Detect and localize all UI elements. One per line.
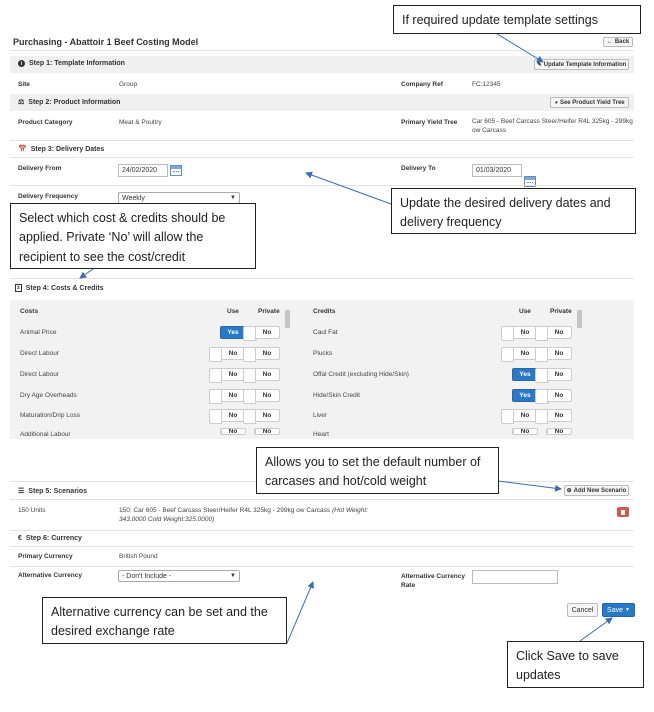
- step6-title: € Step 6: Currency: [18, 535, 82, 542]
- site-value: Group: [119, 81, 138, 88]
- alt-rate-label: Alternative Currency Rate: [401, 573, 465, 590]
- arrow-template: [494, 32, 543, 62]
- arrow-left-icon: ←: [606, 39, 613, 45]
- step5-title: ☰ Step 5: Scenarios: [18, 487, 88, 495]
- credits-private-toggle[interactable]: No: [546, 347, 572, 360]
- use-header: Use: [227, 308, 239, 315]
- costs-use-toggle[interactable]: No: [220, 368, 246, 381]
- company-ref-label: Company Ref: [401, 81, 443, 88]
- credits-row-label: Hide/Skin Credit: [313, 392, 360, 399]
- category-value: Meat & Poultry: [119, 119, 162, 126]
- credits-use-toggle[interactable]: Yes: [512, 389, 538, 402]
- costs-use-toggle[interactable]: Yes: [220, 326, 246, 339]
- credits-use-toggle[interactable]: No: [512, 428, 538, 435]
- info-icon: i: [18, 60, 25, 67]
- credits-header: Credits: [313, 308, 336, 315]
- save-button[interactable]: Save ▼: [602, 603, 635, 617]
- pencil-icon: ✎: [536, 62, 542, 68]
- page-title: Purchasing - Abattoir 1 Beef Costing Model: [13, 37, 199, 47]
- credits-private-toggle[interactable]: No: [546, 326, 572, 339]
- yield-tree-value: Car 605 - Beef Carcass Steer/Heifer R4L 325kg - 299kg ow Carcass: [472, 118, 633, 134]
- frequency-label: Delivery Frequency: [18, 193, 78, 200]
- chevron-down-icon: ▼: [230, 195, 236, 201]
- credits-row-label: Offal Credit (excluding Hide/Skin): [313, 371, 409, 378]
- costs-row-label: Direct Labour: [20, 371, 60, 378]
- credits-private-toggle[interactable]: No: [546, 409, 572, 422]
- costs-row-label: Direct Labour: [20, 350, 60, 357]
- company-ref-value: FC:12345: [472, 81, 501, 88]
- costs-use-toggle[interactable]: No: [220, 428, 246, 435]
- alt-currency-label: Alternative Currency: [18, 572, 82, 579]
- callout-dates: Update the desired delivery dates and delivery frequency: [391, 188, 636, 234]
- step1-title: i Step 1: Template Information: [18, 60, 125, 67]
- yield-tree-label: Primary Yield Tree: [401, 119, 458, 126]
- back-button[interactable]: ← Back: [603, 37, 633, 47]
- update-template-button[interactable]: ✎ Update Template Information: [534, 59, 629, 70]
- frequency-select[interactable]: Weekly ▼: [118, 192, 240, 204]
- arrow-scenarios: [498, 481, 561, 489]
- cancel-button[interactable]: Cancel: [567, 603, 598, 617]
- delivery-from-input[interactable]: 24/02/2020: [118, 164, 168, 177]
- delivery-to-label: Delivery To: [401, 165, 436, 172]
- credits-row-label: Liver: [313, 412, 328, 419]
- credits-use-toggle[interactable]: No: [512, 347, 538, 360]
- callout-template: If required update template settings: [393, 5, 641, 34]
- costs-use-toggle[interactable]: No: [220, 347, 246, 360]
- step4-title: ± Step 4: Costs & Credits: [17, 284, 104, 292]
- pie-chart-icon: ◕: [554, 99, 558, 106]
- callout-save: Click Save to save updates: [507, 641, 644, 688]
- costs-private-toggle[interactable]: No: [254, 389, 280, 402]
- credits-use-toggle[interactable]: No: [512, 326, 538, 339]
- scales-icon: ⚖: [18, 99, 25, 106]
- private-header: Private: [258, 308, 280, 315]
- chevron-down-icon: ▼: [230, 573, 236, 579]
- site-label: Site: [18, 81, 30, 88]
- credits-private-toggle[interactable]: No: [546, 428, 572, 435]
- costs-row-label: Additional Labour: [20, 431, 71, 438]
- delivery-from-label: Delivery From: [18, 165, 62, 172]
- credits-row-label: Heart: [313, 431, 329, 438]
- add-scenario-button[interactable]: ⊕ Add New Scenario: [564, 485, 629, 496]
- costs-row-label: Dry Age Overheads: [20, 392, 77, 399]
- private-header: Private: [550, 308, 572, 315]
- plus-minus-icon: ±: [17, 285, 20, 291]
- costs-private-toggle[interactable]: No: [254, 347, 280, 360]
- step3-title: 📅 Step 3: Delivery Dates: [18, 145, 105, 153]
- plus-circle-icon: ⊕: [566, 488, 572, 494]
- euro-icon: €: [18, 535, 22, 542]
- arrow-costs: [80, 269, 93, 278]
- credits-private-toggle[interactable]: No: [546, 368, 572, 381]
- costs-private-toggle[interactable]: No: [254, 428, 280, 435]
- costs-row-label: Animal Price: [20, 329, 57, 336]
- step2-title: ⚖ Step 2: Product Information: [18, 98, 121, 106]
- credits-row-label: Plucks: [313, 350, 333, 357]
- see-yield-tree-button[interactable]: ◕ See Product Yield Tree: [550, 97, 629, 108]
- category-label: Product Category: [18, 119, 73, 126]
- calendar-icon: 📅: [18, 146, 27, 153]
- primary-currency-label: Primary Currency: [18, 553, 73, 560]
- credits-use-toggle[interactable]: No: [512, 409, 538, 422]
- use-header: Use: [519, 308, 531, 315]
- costs-private-toggle[interactable]: No: [254, 326, 280, 339]
- primary-currency-value: British Pound: [119, 553, 158, 560]
- costs-private-toggle[interactable]: No: [254, 368, 280, 381]
- alt-currency-select[interactable]: - Don't Include - ▼: [118, 570, 240, 582]
- credits-row-label: Caul Fat: [313, 329, 338, 336]
- costs-use-toggle[interactable]: No: [220, 409, 246, 422]
- delivery-to-input[interactable]: 01/03/2020: [472, 164, 522, 177]
- arrow-currency: [287, 582, 313, 643]
- credits-use-toggle[interactable]: Yes: [512, 368, 538, 381]
- caret-down-icon: ▼: [625, 607, 630, 613]
- costs-private-toggle[interactable]: No: [254, 409, 280, 422]
- scenario-units: 150 Units: [18, 507, 46, 514]
- costs-header: Costs: [20, 308, 39, 315]
- costs-row-label: Maturation/Drip Loss: [20, 412, 80, 419]
- scenario-description: 150: Car 605 - Beef Carcass Steer/Heifer R4L 325kg - 299kg ow Carcass (Hot Weight: 343.0000 Cold Weight:325.0000): [119, 507, 368, 523]
- arrow-dates: [306, 173, 391, 204]
- callout-currency: Alternative currency can be set and the desired exchange rate: [42, 597, 287, 644]
- list-icon: ☰: [18, 488, 25, 495]
- callout-scenarios: Allows you to set the default number of carcases and hot/cold weight: [256, 447, 499, 494]
- arrow-save: [580, 618, 612, 641]
- callout-costs: Select which cost & credits should be applied. Private ‘No’ will allow the recipient to see the cost/credit: [10, 203, 256, 269]
- credits-private-toggle[interactable]: No: [546, 389, 572, 402]
- costs-use-toggle[interactable]: No: [220, 389, 246, 402]
